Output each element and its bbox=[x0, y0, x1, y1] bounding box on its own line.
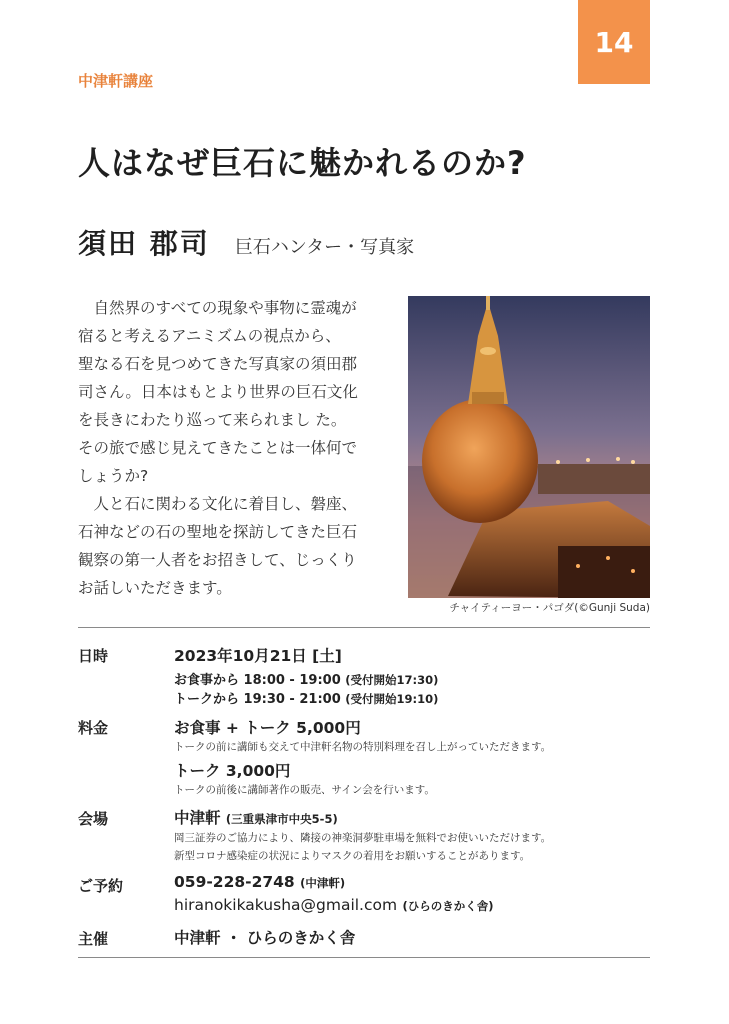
description-p1-line: 司さん。日本はもとより世界の巨石文化 bbox=[78, 383, 358, 401]
fee-option-2: トーク 3,000円 bbox=[174, 762, 291, 780]
talk-time: トークから 19:30 - 21:00 bbox=[174, 692, 341, 707]
event-date: 2023年10月21日 [土] bbox=[174, 647, 342, 665]
speaker-line bbox=[78, 222, 414, 262]
speaker-name: 須田 郡司 bbox=[78, 227, 210, 260]
description-p1-line: 宿ると考えるアニミズムの視点から、 bbox=[78, 327, 341, 345]
description-p1-line: 聖なる石を見つめてきた写真家の須田郡 bbox=[78, 355, 358, 373]
reservation-email[interactable]: hiranokikakusha@gmail.com bbox=[174, 896, 398, 914]
venue-label: 会場 bbox=[78, 810, 109, 828]
organizer-label: 主催 bbox=[78, 930, 109, 948]
reservation-email-line bbox=[174, 896, 494, 914]
description bbox=[78, 294, 408, 602]
description-p1-line: 自然界のすべての現象や事物に霊魂が bbox=[93, 299, 357, 317]
description-p1-line: その旅で感じ見えてきたことは一体何で bbox=[78, 439, 358, 457]
fee-option-2-note: トークの前後に講師著作の販売、サイン会を行います。 bbox=[174, 784, 435, 796]
top-divider bbox=[78, 627, 650, 628]
page-number-badge: 14 bbox=[578, 0, 650, 84]
datetime-label: 日時 bbox=[78, 647, 109, 665]
photo-caption: チャイティーヨー・パゴダ(©Gunji Suda) bbox=[449, 602, 650, 614]
reservation-email-owner: (ひらのきかく舎) bbox=[402, 899, 494, 913]
bottom-divider bbox=[78, 957, 650, 958]
organizer-value: 中津軒 ・ ひらのきかく舎 bbox=[174, 929, 356, 947]
speaker-role: 巨石ハンター・写真家 bbox=[234, 237, 415, 258]
description-p1-line: しょうか? bbox=[78, 467, 149, 485]
venue-note-parking: 岡三証券のご協力により、隣接の神楽洞夢駐車場を無料でお使いいただけます。 bbox=[174, 832, 552, 844]
talk-reception: (受付開始19:10) bbox=[345, 692, 439, 706]
meal-time: お食事から 18:00 - 19:00 bbox=[174, 673, 341, 688]
description-p2-line: 人と石に関わる文化に着目し、磐座、 bbox=[93, 495, 358, 513]
venue-name: 中津軒 bbox=[174, 809, 221, 827]
description-p2-line: 観察の第一人者をお招きして、じっくり bbox=[78, 551, 357, 569]
fee-option-1: お食事 + トーク 5,000円 bbox=[174, 719, 361, 737]
reservation-phone-line bbox=[174, 873, 345, 891]
meal-time-line bbox=[174, 669, 438, 688]
venue-address: (三重県津市中央5-5) bbox=[225, 812, 338, 826]
reservation-label: ご予約 bbox=[78, 877, 124, 895]
reservation-phone: 059-228-2748 bbox=[174, 873, 295, 891]
series-label: 中津軒講座 bbox=[78, 72, 154, 90]
fee-label: 料金 bbox=[78, 719, 109, 737]
fee-option-1-note: トークの前に講師も交えて中津軒名物の特別料理を召し上がっていただきます。 bbox=[174, 741, 552, 753]
description-paragraph-2 bbox=[78, 490, 408, 602]
description-p2-line: 石神などの石の聖地を探訪してきた巨石 bbox=[78, 523, 358, 541]
reservation-phone-owner: (中津軒) bbox=[300, 876, 346, 890]
pagoda-photo bbox=[408, 296, 650, 598]
description-p2-line: お話しいただきます。 bbox=[78, 579, 232, 597]
page-title: 人はなぜ巨石に魅かれるのか? bbox=[78, 144, 527, 182]
description-paragraph-1 bbox=[78, 294, 408, 490]
meal-reception: (受付開始17:30) bbox=[345, 673, 439, 687]
talk-time-line bbox=[174, 688, 438, 707]
description-p1-line: を長きにわたり巡って来られまし た。 bbox=[78, 411, 347, 429]
venue-note-mask: 新型コロナ感染症の状況によりマスクの着用をお願いすることがあります。 bbox=[174, 850, 531, 862]
golden-rock-pagoda-image bbox=[408, 296, 650, 598]
venue-line bbox=[174, 806, 338, 828]
